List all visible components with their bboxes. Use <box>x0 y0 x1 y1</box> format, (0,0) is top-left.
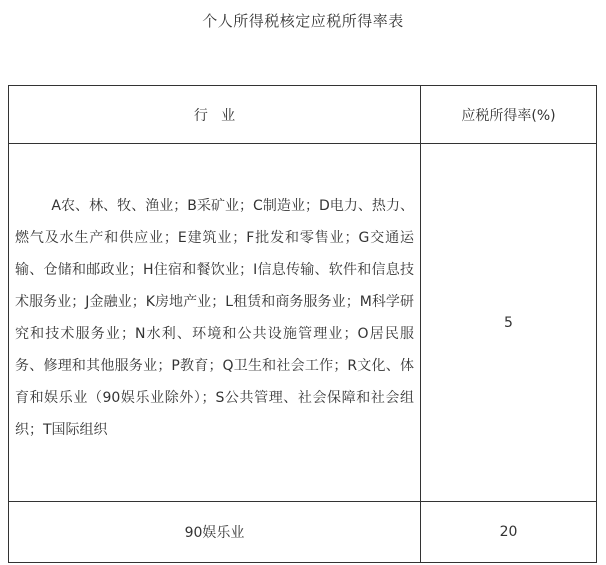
table-row <box>9 144 597 502</box>
industry-list-text: A农、林、牧、渔业；B采矿业；C制造业；D电力、热力、燃气及水生产和供应业；E建筑业；F批发和零售业；G交通运输、仓储和邮政业；H住宿和餐饮业；I信息传输、软件和信息技术服务业；J金融业；K房地产业；L租赁和商务服务业；M科学研究和技术服务业；N水利、环境和公共设施管理业；O居民服务、修理和其他服务业；P教育；Q卫生和社会工作；R文化、体育和娱乐业（90娱乐业除外）；S公共管理、社会保障和社会组织；T国际组织 <box>15 198 414 438</box>
rate-cell: 5 <box>421 144 597 502</box>
table-header-row <box>9 86 597 144</box>
rate-cell: 20 <box>421 502 597 563</box>
header-rate: 应税所得率(%) <box>421 86 597 144</box>
header-industry-label: 行 业 <box>193 107 236 124</box>
page-title: 个人所得税核定应税所得率表 <box>202 12 404 30</box>
industry-cell: 90娱乐业 <box>9 502 421 563</box>
industry-cell <box>9 144 421 502</box>
header-industry <box>9 86 421 144</box>
table-row <box>9 502 597 563</box>
tax-rate-table <box>8 85 597 563</box>
